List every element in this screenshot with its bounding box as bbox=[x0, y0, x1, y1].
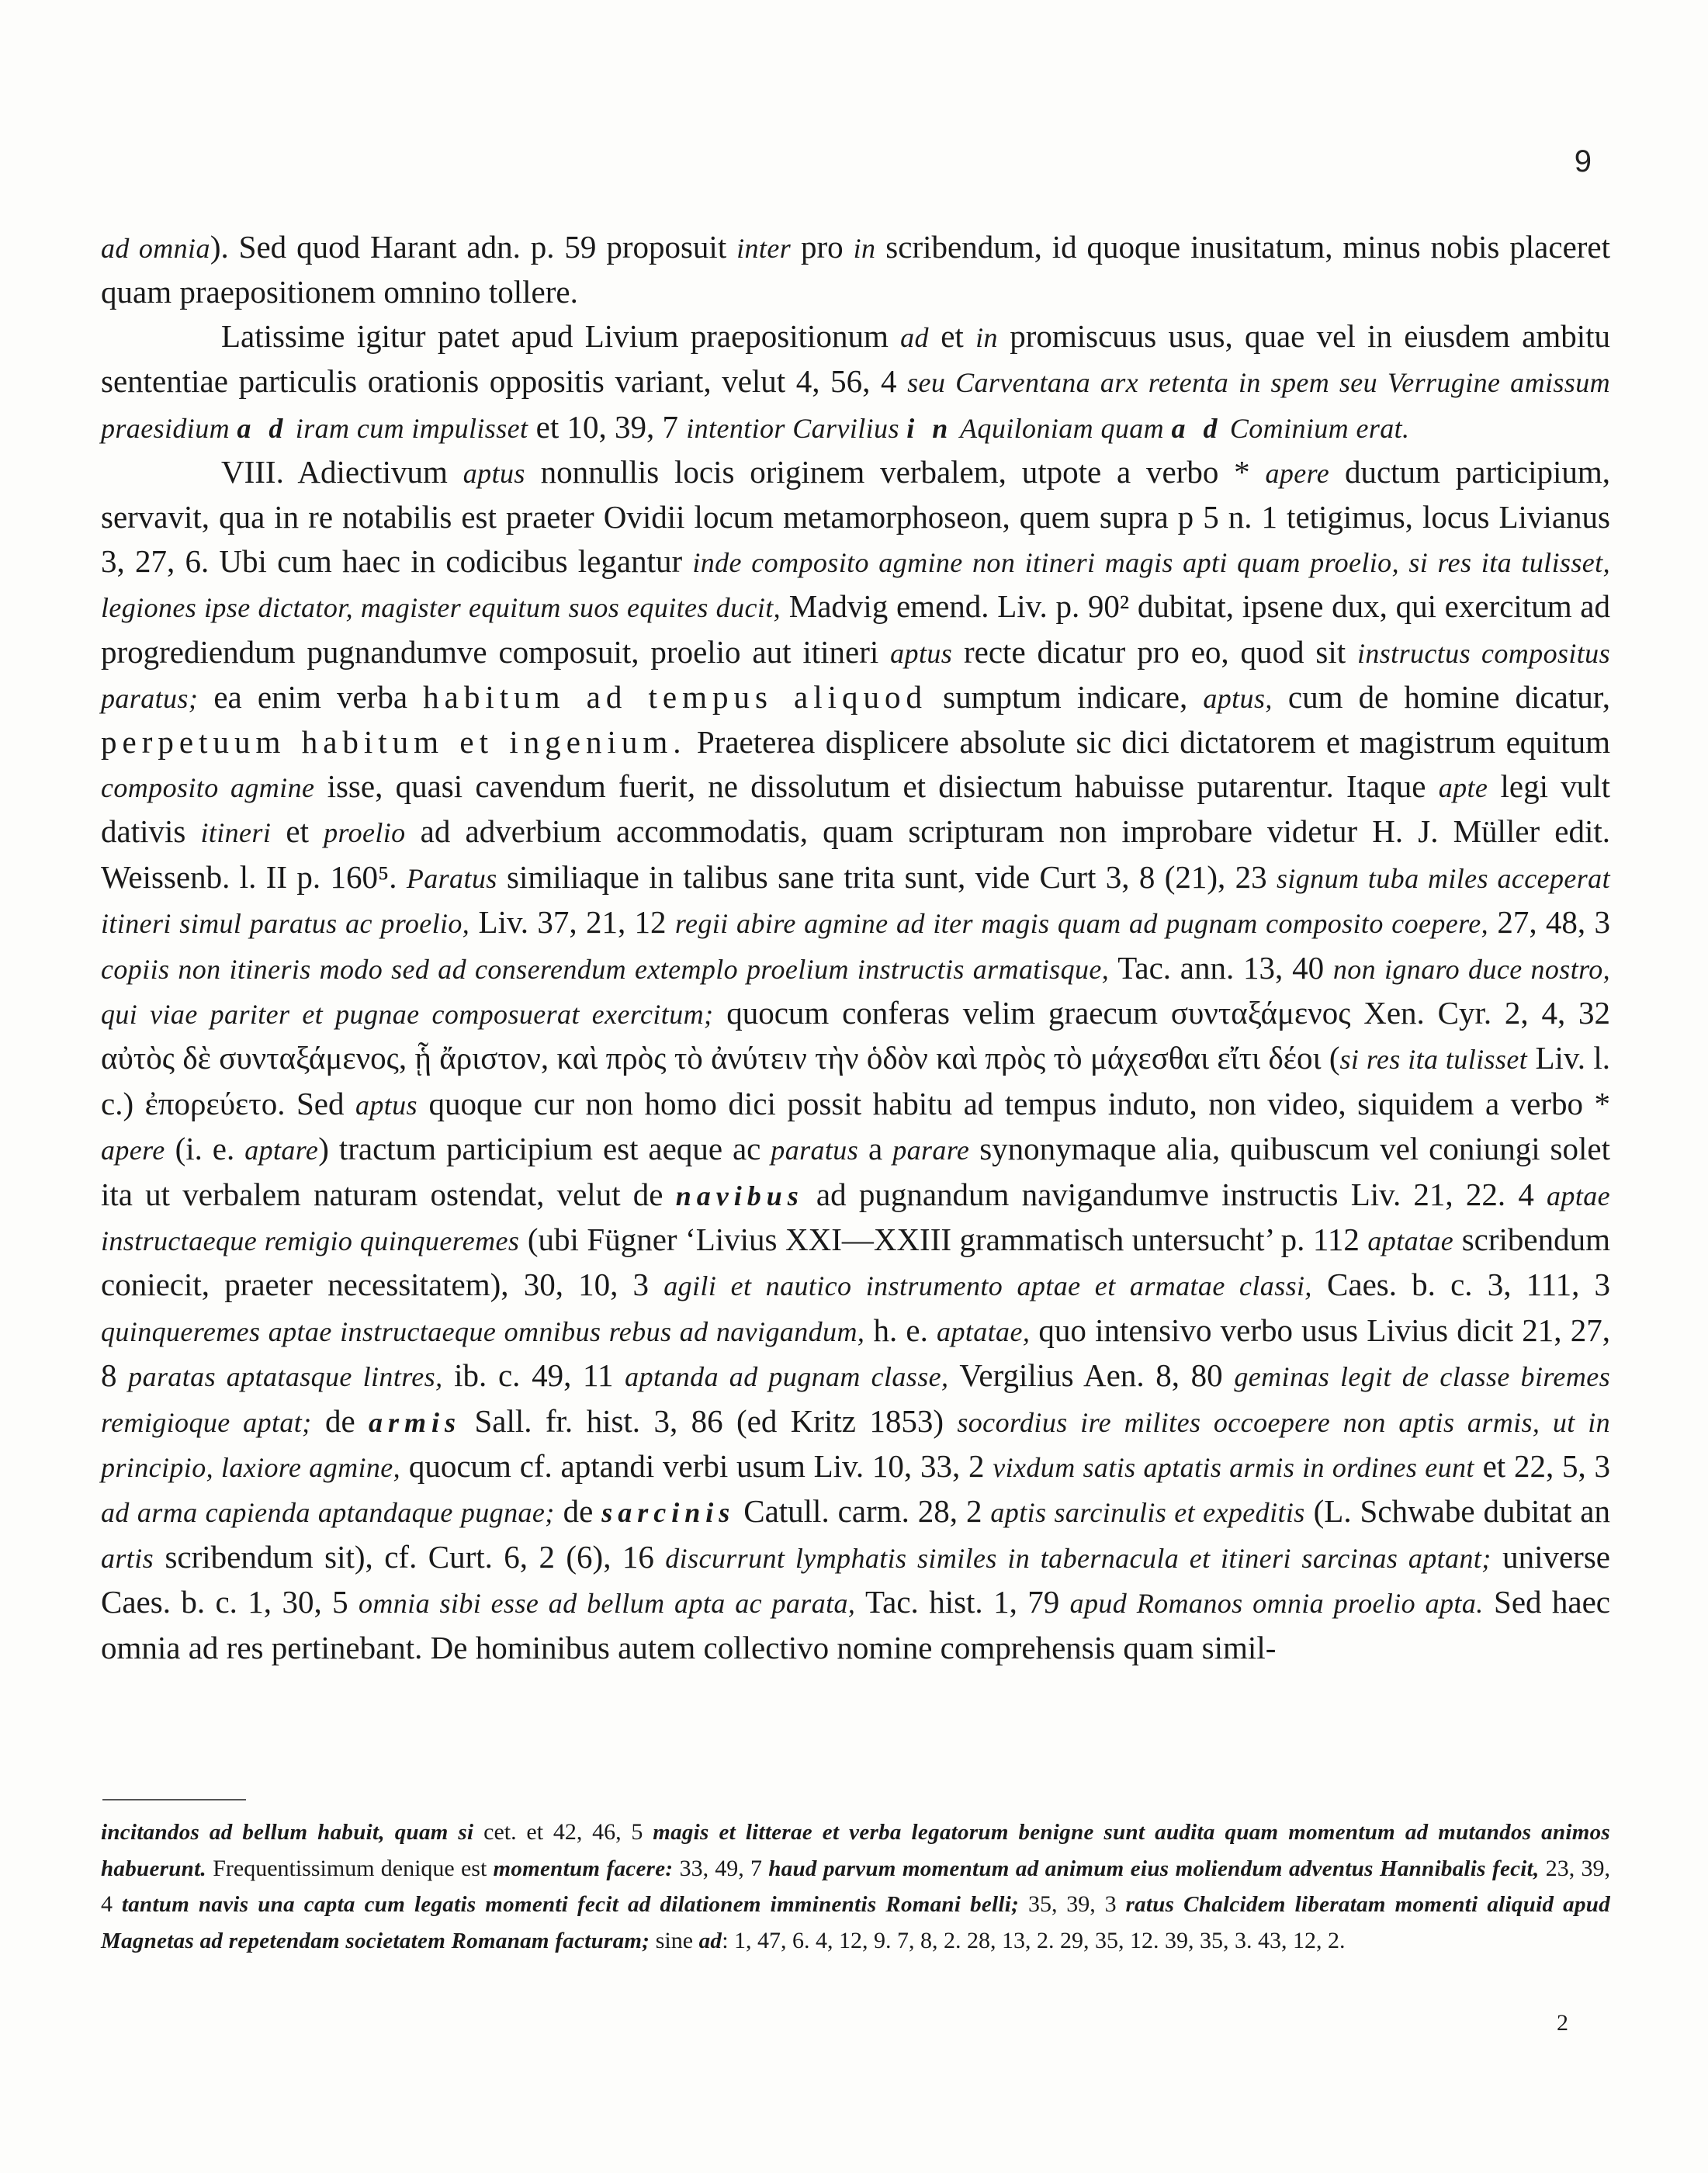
footnote-divider bbox=[102, 1799, 246, 1800]
paragraph-1: ad omnia). Sed quod Harant adn. p. 59 proposuit inter pro in scribendum, id quoque inusitatum, minus nobis placeret quam praepositionem omnino tollere. bbox=[101, 229, 1611, 310]
page-number: 9 bbox=[1574, 144, 1592, 178]
paragraph-3: VIII. Adiectivum aptus nonnullis locis originem verbalem, utpote a verbo * apere ductum participium, servavit, qua in re notabilis est praeter Ovidii locum metamorphoseon, quem supra p 5 n. 1 tetigimus, locus Livianus 3, 27, 6. Ubi cum haec in codicibus legantur inde composito agmine non itineri magis apti quam proelio, si res ita tulisset, legiones ipse dictator, magister equitum suos equites ducit, Madvig emend. Liv. p. 90² dubitat, ipsene dux, qui exercitum ad progrediendum pugnandumve composuit, proelio aut itineri aptus recte dicatur pro eo, quod sit instructus compositus paratus; ea enim verba habitum ad tempus aliquod sumptum indicare, aptus, cum de homine dicatur, perpetuum habitum et ingenium. Praeterea displicere absolute sic dici dictatorem et magistrum equitum composito agmine isse, quasi cavendum fuerit, ne dissolutum et disiectum habuisse putarentur. Itaque apte legi vult dativis itineri et proelio ad adverbium accommodatis, quam scripturam non improbare videtur H. J. Müller edit. Weissenb. l. II p. 160⁵. Paratus similiaque in talibus sane trita sunt, vide Curt 3, 8 (21), 23 signum tuba miles acceperat itineri simul paratus ac proelio, Liv. 37, 21, 12 regii abire agmine ad iter magis quam ad pugnam composito coepere, 27, 48, 3 copiis non itineris modo sed ad conserendum extemplo proelium instructis armatisque, Tac. ann. 13, 40 non ignaro duce nostro, qui viae pariter et pugnae composuerat exercitum; quocum conferas velim graecum συνταξάμενος Xen. Cyr. 2, 4, 32 αὐτὸς δὲ συνταξάμενος, ᾗ ἄριστον, καὶ πρὸς τὸ ἀνύτειν τὴν ὁδὸν καὶ πρὸς τὸ μάχεσθαι εἴτι δέοι (si res ita tulisset Liv. l. c.) ἐπορεύετο. Sed aptus quoque cur non homo dici possit habitu ad tempus induto, non video, siquidem a verbo * apere (i. e. aptare) tractum participium est aeque ac paratus a parare synonymaque alia, quibuscum vel coniungi solet ita ut verbalem naturam ostendat, velut de navibus ad pugnandum navigandumve instructis Liv. 21, 22. 4 aptae instructaeque remigio quinqueremes (ubi Fügner ‘Livius XXI—XXIII grammatisch untersucht’ p. 112 aptatae scribendum coniecit, praeter necessitatem), 30, 10, 3 agili et nautico instrumento aptae et armatae classi, Caes. b. c. 3, 111, 3 quinqueremes aptae instructaeque omnibus rebus ad navigandum, h. e. aptatae, quo intensivo verbo usus Livius dicit 21, 27, 8 paratas aptatasque lintres, ib. c. 49, 11 aptanda ad pugnam classe, Vergilius Aen. 8, 80 geminas legit de classe biremes remigioque aptat; de armis Sall. fr. hist. 3, 86 (ed Kritz 1853) socordius ire milites occoepere non aptis armis, ut in principio, laxiore agmine, quocum cf. aptandi verbi usum Liv. 10, 33, 2 vixdum satis aptatis armis in ordines eunt et 22, 5, 3 ad arma capienda aptandaque pugnae; de sarcinis Catull. carm. 28, 2 aptis sarcinulis et expeditis (L. Schwabe dubitat an artis scribendum sit), cf. Curt. 6, 2 (6), 16 discurrunt lymphatis similes in tabernacula et itineri sarcinas aptant; universe Caes. b. c. 1, 30, 5 omnia sibi esse ad bellum apta ac parata, Tac. hist. 1, 79 apud Romanos omnia proelio apta. Sed haec omnia ad res pertinebant. De hominibus autem collectivo nomine comprehensis quam simil- bbox=[101, 454, 1611, 1665]
signature-mark: 2 bbox=[1557, 2010, 1568, 2036]
paragraph-2: Latissime igitur patet apud Livium praepositionum ad et in promiscuus usus, quae vel in eiusdem ambitu sententiae particulis orationis oppositis variant, velut 4, 56, 4 seu Carventana arx retenta in spem seu Verrugine amissum praesidium a d iram cum impulisset et 10, 39, 7 intentior Carvilius i n Aquiloniam quam a d Cominium erat. bbox=[101, 317, 1611, 445]
footnote-text: incitandos ad bellum habuit, quam si cet. et 42, 46, 5 magis et litterae et verba legatorum benigne sunt audita quam momentum ad mutandos animos habuerunt. Frequentissimum denique est momentum facere: 33, 49, 7 haud parvum momentum ad animum eius moliendum adventus Hannibalis fecit, 23, 39, 4 tantum navis una capta cum legatis momenti fecit ad dilationem imminentis Romani belli; 35, 39, 3 ratus Chalcidem liberatam momenti aliquid apud Magnetas ad repetendam societatem Romanam facturam; sine ad: 1, 47, 6. 4, 12, 9. 7, 8, 2. 28, 13, 2. 29, 35, 12. 39, 35, 3. 43, 12, 2. bbox=[101, 1819, 1611, 1953]
main-text bbox=[101, 225, 1610, 1669]
footnote bbox=[101, 1814, 1610, 1959]
